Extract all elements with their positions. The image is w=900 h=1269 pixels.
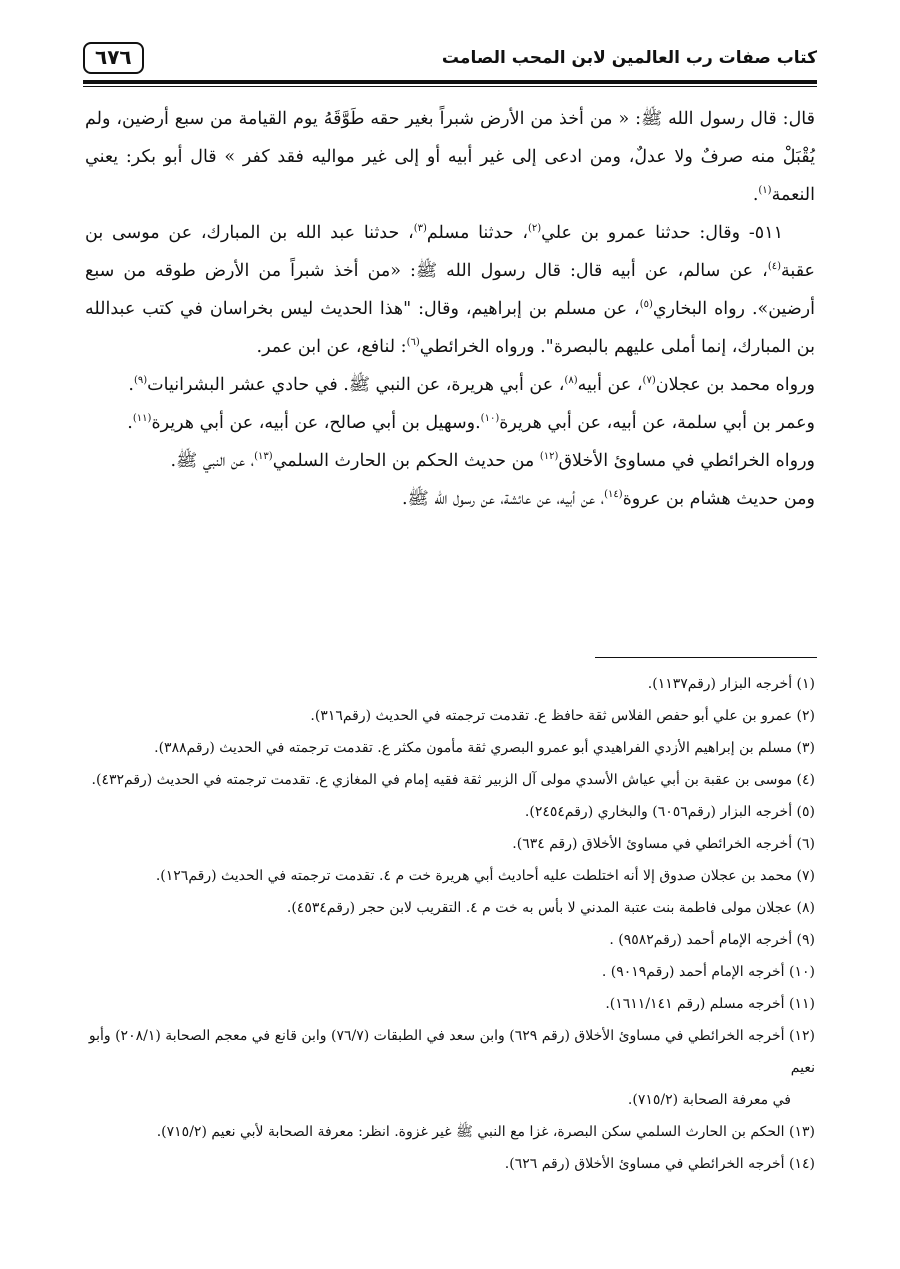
footnote: (١٠) أخرجه الإمام أحمد (رقم٩٠١٩) . [601, 964, 815, 980]
paragraph: ورواه محمد بن عجلان$^{(٧)}$، عن أبيه$^{(٨)}$، عن أبي هريرة، عن النبي ﷺ. في حادي عشر البشرانيات$^{(٩)}$. [128, 375, 815, 395]
paragraph: وعمر بن أبي سلمة، عن أبيه، عن أبي هريرة$^{(١٠)}$.وسهيل بن أبي صالح، عن أبيه، عن أبي هريرة$^{(١١)}$. [127, 413, 815, 433]
footnote-ref[interactable]: (١٢) [539, 451, 559, 463]
footnote-continuation: في معرفة الصحابة (٧١٥/٢). [627, 1092, 791, 1108]
book-title: كتاب صفات رب العالمين لابن المحب الصامت [441, 48, 817, 68]
header-rule-thin [83, 86, 817, 87]
page-number: ٦٧٦ [83, 42, 144, 74]
footnote: (٣) مسلم بن إبراهيم الأزدي الفراهيدي أبو عمرو البصري ثقة مأمون مكثر ع. تقدمت ترجمته في الحديث (رقم٣٨٨). [154, 740, 815, 756]
footnote: (١) أخرجه البزار (رقم١١٣٧). [647, 676, 815, 692]
page-header [83, 40, 817, 76]
footnote: (٦) أخرجه الخرائطي في مساوئ الأخلاق (رقم ٦٣٤). [512, 836, 815, 852]
paragraph: ورواه الخرائطي في مساوئ الأخلاق$^{(١٢)}$ من حديث الحكم بن الحارث السلمي$^{(١٣)}$، عن النبي ﷺ. [170, 451, 815, 471]
footnote-ref[interactable]: (١١) [132, 413, 152, 425]
footnote-ref[interactable]: (٨) [564, 375, 578, 387]
footnote-ref[interactable]: (٢) [527, 223, 542, 235]
footnote-separator [595, 657, 817, 658]
footnote-ref[interactable]: (١) [758, 185, 772, 197]
footnote-ref[interactable]: (٧) [642, 375, 656, 387]
footnote-ref[interactable]: (٣) [413, 223, 427, 235]
footnote: (٢) عمرو بن علي أبو حفص الفلاس ثقة حافظ ع. تقدمت ترجمته في الحديث (رقم٣١٦). [310, 708, 815, 724]
footnote: (١٣) الحكم بن الحارث السلمي سكن البصرة، غزا مع النبي ﷺ غير غزوة. انظر: معرفة الصحابة لأبي نعيم (٧١٥/٢). [156, 1124, 815, 1140]
footnotes [85, 668, 815, 1180]
header-rule [83, 80, 817, 84]
paragraph-hadith-511: ٥١١- وقال: حدثنا عمرو بن علي$^{(٢)}$، حدثنا مسلم$^{(٣)}$، حدثنا عبد الله بن المبارك، عن موسى بن عقبة$^{(٤)}$، عن سالم، عن أبيه قال: قال رسول الله ﷺ: «من أخذ شبراً من الأرض طوقه من سبع أرضين». رواه البخاري$^{(٥)}$، عن مسلم بن إبراهيم، وقال: "هذا الحديث ليس بخراسان في كتب عبدالله بن المبارك، إنما أملى عليهم بالبصرة". ورواه الخرائطي$^{(٦)}$: لنافع، عن ابن عمر. [85, 223, 815, 357]
footnote: (١٤) أخرجه الخرائطي في مساوئ الأخلاق (رقم ٦٢٦). [504, 1156, 815, 1172]
footnote: (٥) أخرجه البزار (رقم٦٠٥٦) والبخاري (رقم٢٤٥٤). [524, 804, 815, 820]
footnote-ref[interactable]: (١٠) [480, 413, 500, 425]
footnote: (١٢) أخرجه الخرائطي في مساوئ الأخلاق (رقم ٦٢٩) وابن سعد في الطبقات (٧٦/٧) وابن قانع في معجم الصحابة (٢٠٨/١) وأبو نعيم [88, 1028, 815, 1076]
footnote-ref[interactable]: (١٤) [604, 489, 623, 501]
footnote-ref[interactable]: (٤) [767, 261, 782, 273]
footnote: (٨) عجلان مولى فاطمة بنت عتبة المدني لا بأس به خت م ٤. التقريب لابن حجر (رقم٤٥٣٤). [286, 900, 815, 916]
footnote-ref[interactable]: (٩) [133, 375, 148, 387]
footnote: (٧) محمد بن عجلان صدوق إلا أنه اختلطت عليه أحاديث أبي هريرة خت م ٤. تقدمت ترجمته في الحديث (رقم١٢٦). [155, 868, 815, 884]
footnote-ref[interactable]: (٥) [639, 299, 653, 311]
footnote: (١١) أخرجه مسلم (رقم ١٦١١/١٤١). [605, 996, 815, 1012]
footnote: (٩) أخرجه الإمام أحمد (رقم٩٥٨٢) . [609, 932, 815, 948]
paragraph: قال: قال رسول الله ﷺ: « من أخذ من الأرض شبراً بغير حقه طَوَّقَهُ يوم القيامة من سبع أرضين، ولم يُقْبَلْ منه صرفٌ ولا عدلٌ، ومن ادعى إلى غير أبيه أو إلى غير مواليه فقد كفر » قال أبو بكر: يعني النعمة$^{(١)}$. [85, 109, 815, 205]
footnote: (٤) موسى بن عقبة بن أبي عياش الأسدي مولى آل الزبير ثقة فقيه إمام في المغازي ع. تقدمت ترجمته في الحديث (رقم٤٣٢). [91, 772, 815, 788]
main-text [85, 100, 815, 518]
footnote-ref[interactable]: (١٣) [254, 451, 273, 463]
footnote-ref[interactable]: (٦) [406, 337, 420, 349]
paragraph: ومن حديث هشام بن عروة$^{(١٤)}$، عن أبيه، عن عائشة، عن رسول الله ﷺ. [402, 489, 815, 509]
